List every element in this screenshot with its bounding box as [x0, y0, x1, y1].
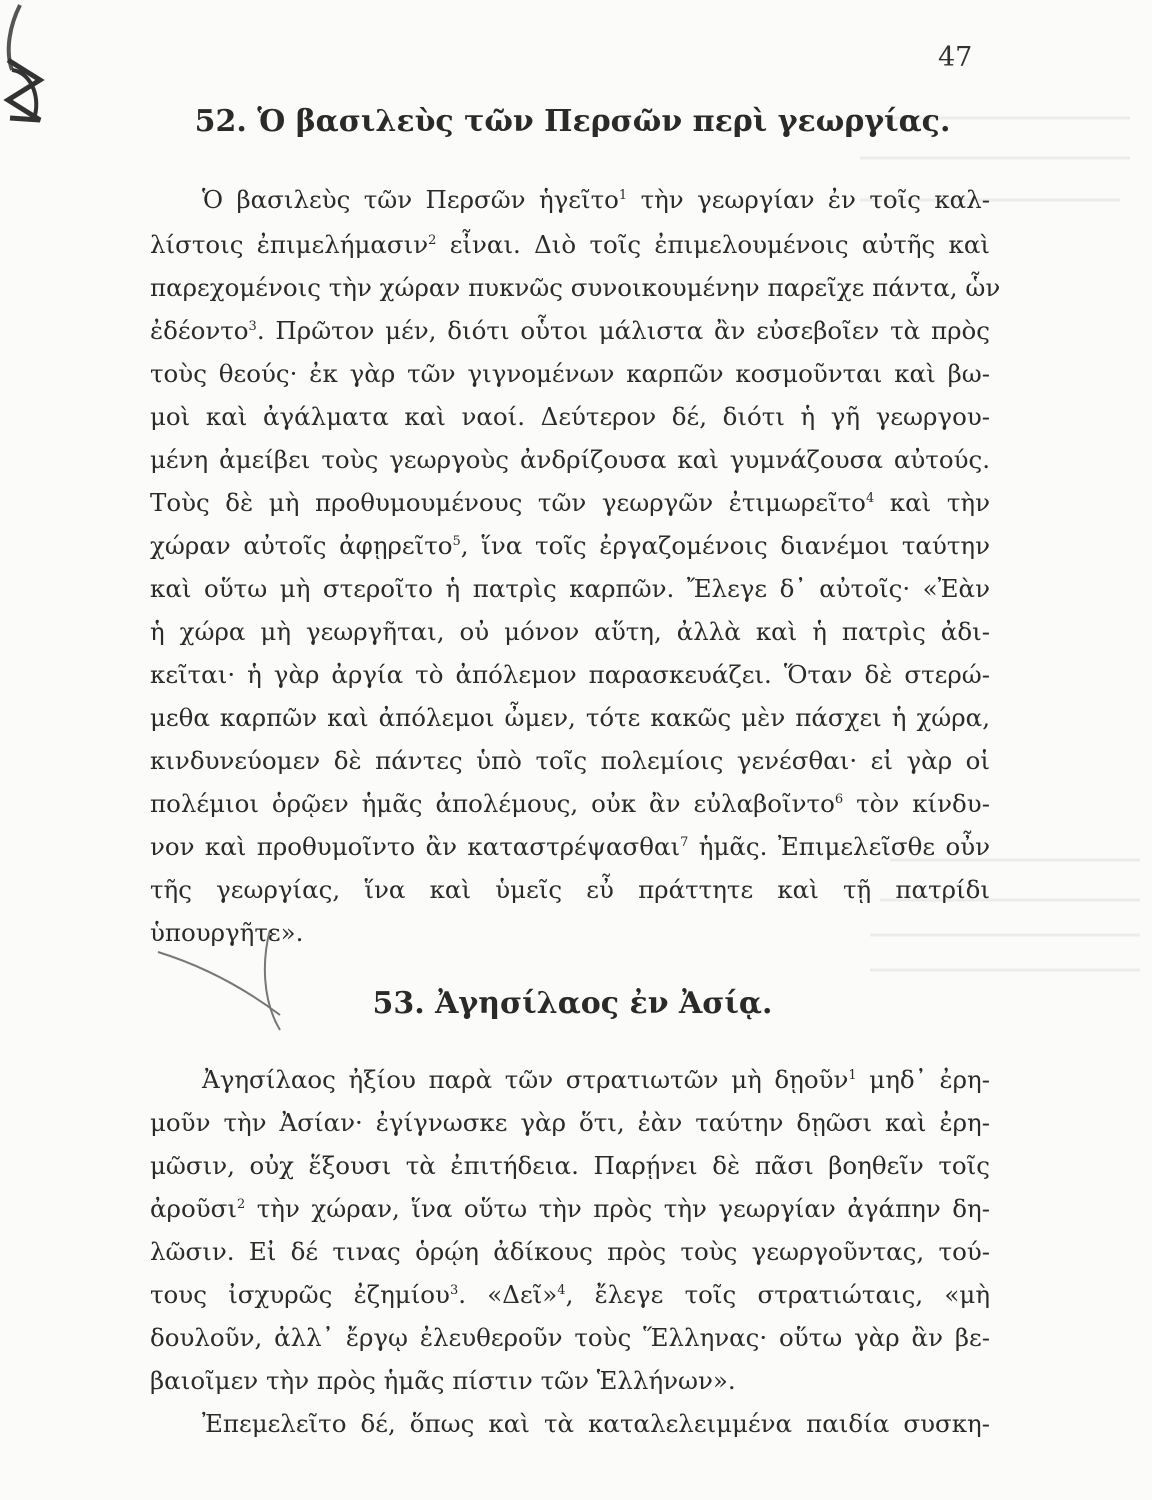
- text-line: βαιοῖμεν τὴν πρὸς ἡμᾶς πίστιν τῶν Ἑλλήνων».: [150, 1366, 736, 1395]
- text-line: ἡ χώρα μὴ γεωργῆται, οὐ μόνον αὕτη, ἀλλὰ καὶ ἡ πατρὶς ἀδι-: [150, 617, 990, 646]
- text-line: κινδυνεύομεν δὲ πάντες ὑπὸ τοῖς πολεμίοις γενέσθαι· εἰ γὰρ οἱ: [150, 746, 990, 775]
- text-line: λίστοις ἐπιμελήμασιν$^2$ εἶναι. Διὸ τοῖς ἐπιμελουμένοις αὐτῆς καὶ: [150, 230, 990, 259]
- text-line: Τοὺς δὲ μὴ προθυμουμένους τῶν γεωργῶν ἐτιμωρεῖτο$^4$ καὶ τὴν: [150, 488, 990, 517]
- section-heading-53: 53. Ἀγησίλαος ἐν Ἀσίᾳ.: [372, 986, 773, 1021]
- section-heading-52: 52. Ὁ βασιλεὺς τῶν Περσῶν περὶ γεωργίας.: [194, 104, 951, 139]
- text-line: καὶ οὕτω μὴ στεροῖτο ἡ πατρὶς καρπῶν. Ἔλεγε δ᾽ αὐτοῖς· «Ἐὰν: [150, 574, 990, 603]
- text-line: λῶσιν. Εἰ δέ τινας ὁρῴη ἀδίκους πρὸς τοὺς γεωργοῦντας, τού-: [150, 1237, 990, 1266]
- text-line: Ὁ βασιλεὺς τῶν Περσῶν ἡγεῖτο$^1$ τὴν γεωργίαν ἐν τοῖς καλ-: [202, 185, 990, 214]
- text-line: πολέμιοι ὁρῷεν ἡμᾶς ἀπολέμους, οὐκ ἂν εὐλαβοῖντο$^6$ τὸν κίνδυ-: [150, 789, 990, 818]
- text-line: χώραν αὐτοῖς ἀφῃρεῖτο$^5$, ἵνα τοῖς ἐργαζομένοις διανέμοι ταύτην: [150, 531, 990, 560]
- text-line: τοὺς θεούς· ἐκ γὰρ τῶν γιγνομένων καρπῶν κοσμοῦνται καὶ βω-: [150, 359, 990, 388]
- text-line: μοῦν τὴν Ἀσίαν· ἐγίγνωσκε γὰρ ὅτι, ἐὰν ταύτην δῃῶσι καὶ ἐρη-: [150, 1108, 990, 1137]
- text-line: τους ἰσχυρῶς ἐζημίου$^3$. «Δεῖ»$^4$, ἔλεγε τοῖς στρατιώταις, «μὴ: [150, 1280, 990, 1309]
- text-line: νον καὶ προθυμοῖντο ἂν καταστρέψασθαι$^7$ ἡμᾶς. Ἐπιμελεῖσθε οὖν: [150, 832, 990, 861]
- text-line: ἐδέοντο$^3$. Πρῶτον μέν, διότι οὗτοι μάλιστα ἂν εὐσεβοῖεν τὰ πρὸς: [150, 316, 990, 345]
- text-line: μῶσιν, οὐχ ἕξουσι τὰ ἐπιτήδεια. Παρῄνει δὲ πᾶσι βοηθεῖν τοῖς: [150, 1151, 990, 1180]
- text-line: μοὶ καὶ ἀγάλματα καὶ ναοί. Δεύτερον δέ, διότι ἡ γῆ γεωργου-: [150, 402, 990, 431]
- text-line: μένη ἀμείβει τοὺς γεωργοὺς ἀνδρίζουσα καὶ γυμνάζουσα αὐτούς.: [150, 445, 990, 474]
- text-line: κεῖται· ἡ γὰρ ἀργία τὸ ἀπόλεμον παρασκευάζει. Ὅταν δὲ στερώ-: [150, 660, 990, 689]
- text-line: ὑπουργῆτε».: [150, 918, 304, 947]
- page-number: 47: [938, 42, 973, 73]
- text-line: παρεχομένοις τὴν χώραν πυκνῶς συνοικουμένην παρεῖχε πάντα, ὧν: [150, 273, 1001, 302]
- text-line: Ἀγησίλαος ἠξίου παρὰ τῶν στρατιωτῶν μὴ δῃοῦν$^1$ μηδ᾽ ἐρη-: [202, 1065, 990, 1094]
- text-line: Ἐπεμελεῖτο δέ, ὅπως καὶ τὰ καταλελειμμένα παιδία συσκη-: [202, 1409, 990, 1438]
- text-line: ἀροῦσι$^2$ τὴν χώραν, ἵνα οὕτω τὴν πρὸς τὴν γεωργίαν ἀγάπην δη-: [150, 1194, 990, 1223]
- text-line: δουλοῦν, ἀλλ᾽ ἔργῳ ἐλευθεροῦν τοὺς Ἕλληνας· οὕτω γὰρ ἂν βε-: [150, 1323, 990, 1352]
- text-line: μεθα καρπῶν καὶ ἀπόλεμοι ὦμεν, τότε κακῶς μὲν πάσχει ἡ χώρα,: [150, 703, 990, 732]
- text-line: τῆς γεωργίας, ἵνα καὶ ὑμεῖς εὖ πράττητε καὶ τῇ πατρίδι: [150, 875, 990, 904]
